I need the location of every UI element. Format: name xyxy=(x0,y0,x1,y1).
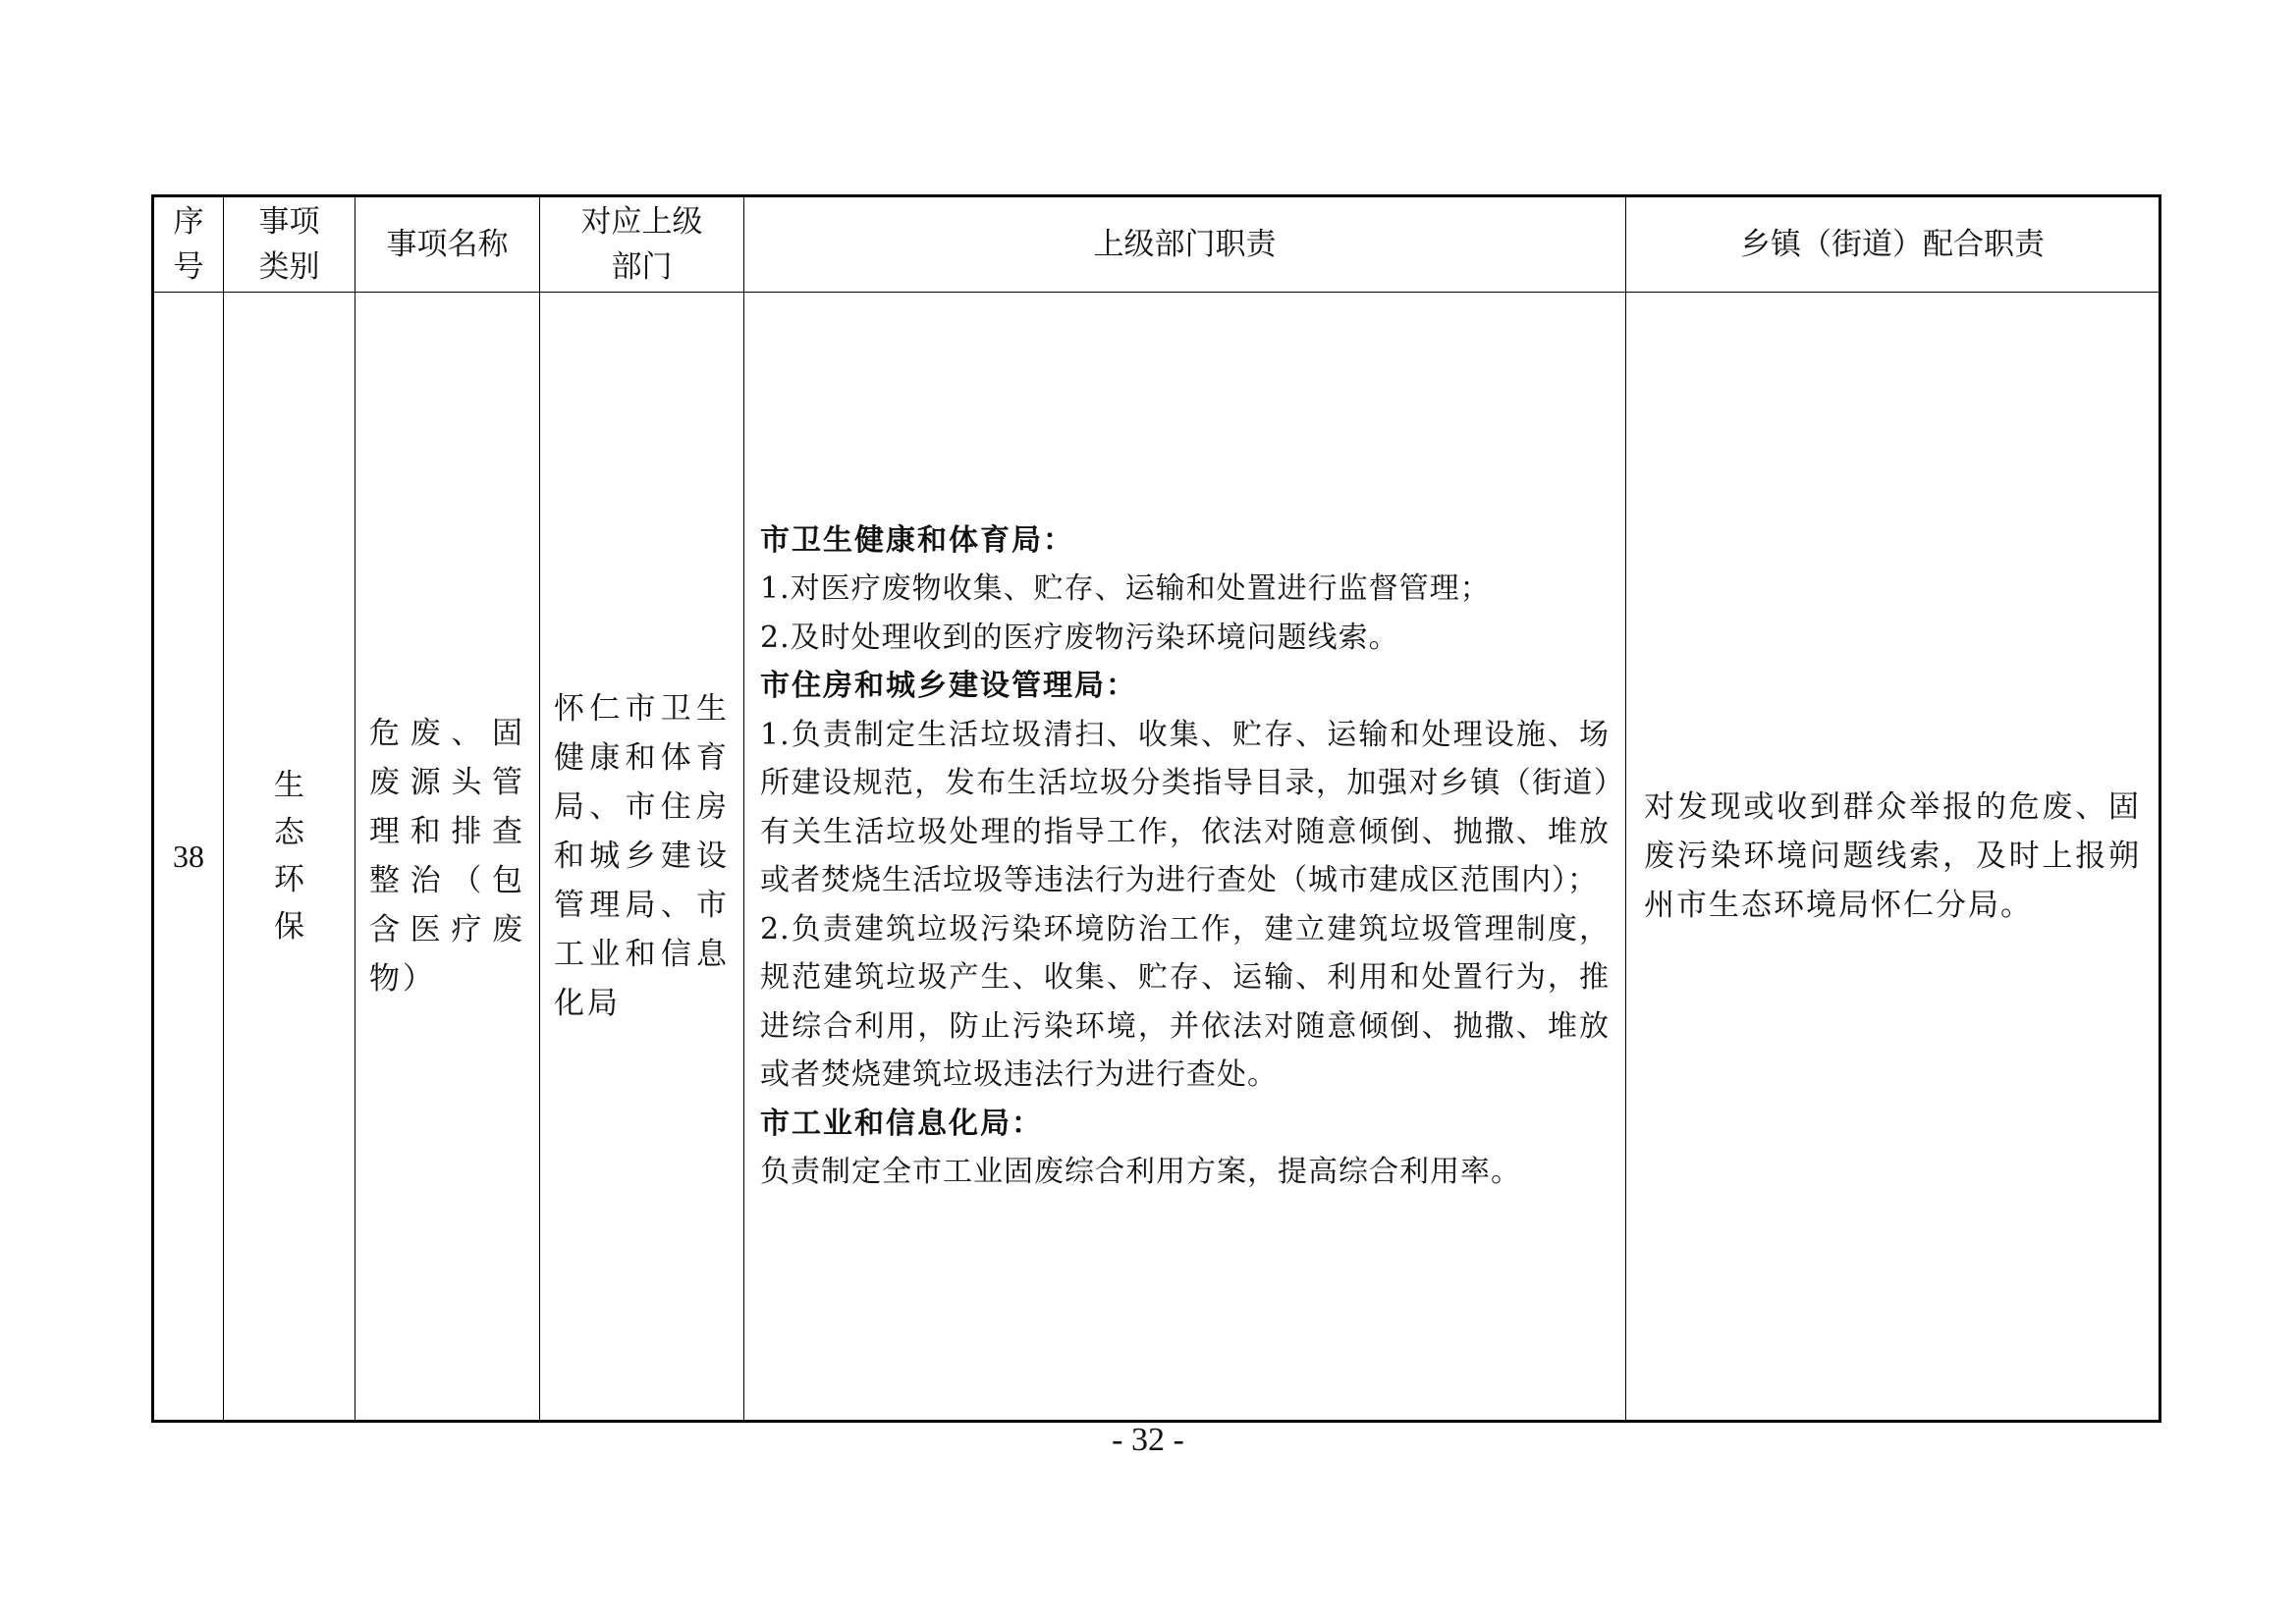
duty-line: 1.负责制定生活垃圾清扫、收集、贮存、运输和处理设施、场所建设规范，发布生活垃圾分类指导目录，加强对乡镇（街道）有关生活垃圾处理的指导工作，依法对随意倾倒、抛撒、堆放或者焚烧生活垃圾等违法行为进行查处（城市建成区范围内）； xyxy=(760,717,1610,897)
page-number: - 32 - xyxy=(1112,1422,1184,1458)
duty-heading-housing: 市住房和城乡建设管理局： xyxy=(760,669,1137,703)
row-category: 生态环保 xyxy=(224,293,355,1422)
duty-heading-industry: 市工业和信息化局： xyxy=(760,1106,1043,1141)
duty-heading-health: 市卫生健康和体育局： xyxy=(760,522,1074,558)
duty-line: 负责制定全市工业固废综合利用方案，提高综合利用率。 xyxy=(760,1155,1521,1189)
header-category: 事项类别 xyxy=(224,196,355,293)
duty-line: 2.及时处理收到的医疗废物污染环境问题线索。 xyxy=(760,620,1399,655)
duty-line: 2.负责建筑垃圾污染环境防治工作，建立建筑垃圾管理制度，规范建筑垃圾产生、收集、贮存、运输、利用和处置行为，推进综合利用，防止污染环境，并依法对随意倾倒、抛撒、堆放或者焚烧建筑垃圾违法行为进行查处。 xyxy=(760,911,1610,1092)
row-department: 怀仁市卫生健康和体育局、市住房和城乡建设管理局、市工业和信息化局 xyxy=(540,293,744,1422)
row-name: 危废、固废源头管理和排查整治（包含医疗废物） xyxy=(355,293,540,1422)
responsibility-table xyxy=(151,194,2161,1423)
header-town-duty: 乡镇（街道）配合职责 xyxy=(1626,196,2160,293)
header-index: 序号 xyxy=(153,196,224,293)
table-row xyxy=(153,293,2160,1422)
duty-line: 1.对医疗废物收集、贮存、运输和处置进行监督管理； xyxy=(760,571,1491,606)
duties-block xyxy=(744,516,1625,1197)
header-duties: 上级部门职责 xyxy=(744,196,1626,293)
row-town-duty: 对发现或收到群众举报的危废、固废污染环境问题线索，及时上报朔州市生态环境局怀仁分局。 xyxy=(1626,293,2160,1422)
row-index: 38 xyxy=(153,293,224,1422)
header-department: 对应上级部门 xyxy=(540,196,744,293)
row-duties xyxy=(744,293,1626,1422)
header-name: 事项名称 xyxy=(355,196,540,293)
table-header-row xyxy=(153,196,2160,293)
